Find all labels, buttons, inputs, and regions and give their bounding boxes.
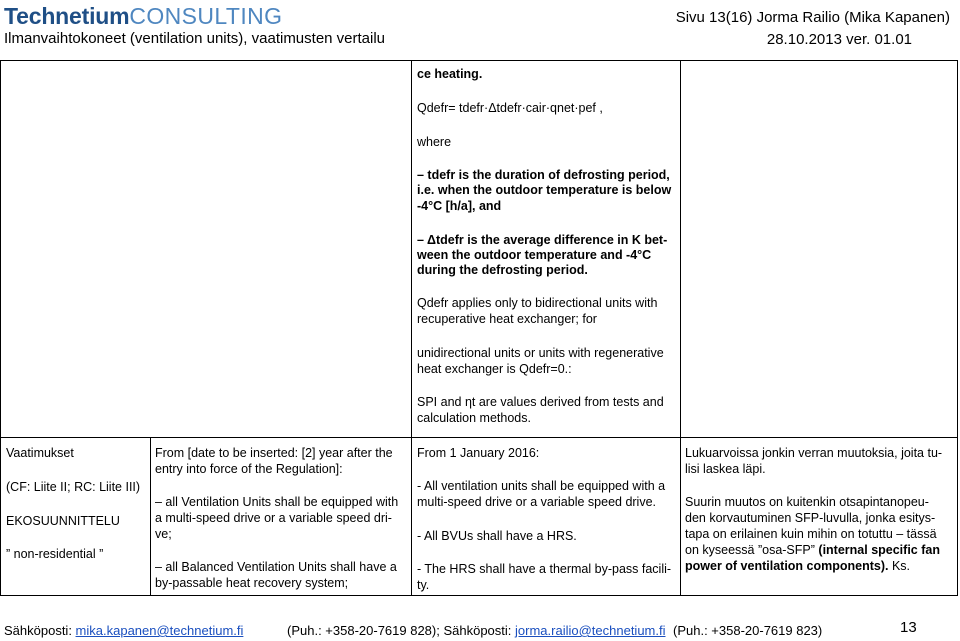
- text-line: i.e. when the outdoor temperature is below: [417, 183, 672, 197]
- annex-reference: (CF: Liite II; RC: Liite III): [6, 480, 141, 494]
- email-link-jorma[interactable]: jorma.railio@technetium.fi: [515, 623, 666, 638]
- document-subtitle: Ilmanvaihtokoneet (ventilation units), vaatimusten vertailu: [4, 30, 386, 47]
- bold-span: (internal specific fan: [818, 543, 940, 557]
- email-label: Sähköposti:: [4, 623, 76, 638]
- ecodesign-label: EKOSUUNNITTELU: [6, 514, 120, 528]
- text-line: calculation methods.: [417, 411, 531, 425]
- date-version: 28.10.2013 ver. 01.01: [766, 31, 912, 48]
- text-line: - The HRS shall have a thermal by-pass facili-: [417, 562, 672, 576]
- text-line: – Δtdefr is the average difference in K bet-: [417, 233, 668, 247]
- page-footer: [0, 620, 960, 640]
- logo-sub-text: CONSULTING: [129, 3, 283, 29]
- table-divider: [680, 61, 681, 596]
- text-span: Ks.: [888, 559, 911, 573]
- company-logo: [4, 2, 282, 30]
- text-line: Qdefr applies only to bidirectional units with: [417, 296, 658, 310]
- text-line: From [date to be inserted: [2] year after the: [155, 446, 393, 460]
- email-link-mika[interactable]: mika.kapanen@technetium.fi: [75, 623, 244, 638]
- text-line: multi-speed drive or a variable speed drive.: [417, 495, 657, 509]
- text-line: during the defrosting period.: [417, 263, 588, 277]
- text-line: entry into force of the Regulation]:: [155, 462, 343, 476]
- formula-line: Qdefr= tdefr·Δtdefr·cair·qnet·pef ,: [417, 101, 603, 115]
- table-divider: [150, 437, 151, 596]
- text-line: heat exchanger is Qdefr=0.:: [417, 362, 572, 376]
- text-line: [685, 558, 910, 574]
- footer-phone-2: (Puh.: +358-20-7619 823): [673, 623, 823, 638]
- table-divider: [411, 61, 412, 596]
- text-line: – all Balanced Ventilation Units shall have a: [155, 560, 397, 574]
- bold-span: power of ventilation components).: [685, 559, 889, 573]
- category-label: ” non-residential ”: [6, 547, 104, 561]
- text-line: by-passable heat recovery system;: [155, 576, 349, 590]
- text-line: ween the outdoor temperature and -4°C: [417, 248, 652, 262]
- page-header: [0, 0, 960, 52]
- text-line: a multi-speed drive or a variable speed dri-: [155, 511, 392, 525]
- text-line: ce heating.: [417, 67, 483, 81]
- text-line: SPI and ηt are values derived from tests and: [417, 395, 664, 409]
- text-line: -4°C [h/a], and: [417, 199, 502, 213]
- logo-main-text: Technetium: [4, 3, 130, 29]
- requirements-label: Vaatimukset: [6, 446, 74, 460]
- text-line: - All ventilation units shall be equipped with a: [417, 479, 666, 493]
- text-line: – all Ventilation Units shall be equipped with: [155, 495, 399, 509]
- text-line: ve;: [155, 527, 172, 541]
- text-line: Lukuarvoissa jonkin verran muutoksia, joita tu-: [685, 446, 943, 460]
- page-info: Sivu 13(16) Jorma Railio (Mika Kapanen): [675, 9, 950, 26]
- text-line: recuperative heat exchanger; for: [417, 312, 597, 326]
- comparison-table: [0, 60, 958, 596]
- text-line: lisi laskea läpi.: [685, 462, 766, 476]
- text-span: on kyseessä ”osa-SFP”: [685, 543, 815, 557]
- text-line: [685, 542, 940, 558]
- text-line: - All BVUs shall have a HRS.: [417, 529, 577, 543]
- footer-contact-1: [4, 623, 243, 639]
- text-line: den korvautuminen SFP-luvulla, jonka esitys-: [685, 511, 936, 525]
- text-line: where: [417, 135, 452, 149]
- text-line: – tdefr is the duration of defrosting period,: [417, 168, 670, 182]
- text-line: From 1 January 2016:: [417, 446, 540, 460]
- text-line: ty.: [417, 578, 430, 592]
- text-line: tapa on erilainen kuin mihin on totuttu – tässä: [685, 527, 937, 541]
- text-line: Suurin muutos on kuitenkin otsapintanopeu-: [685, 495, 929, 509]
- footer-contact-2: [287, 623, 666, 639]
- table-divider: [1, 437, 958, 438]
- page-number: 13: [900, 619, 917, 636]
- text-line: unidirectional units or units with regenerative: [417, 346, 664, 360]
- phone-text: (Puh.: +358-20-7619 828); Sähköposti:: [287, 623, 516, 638]
